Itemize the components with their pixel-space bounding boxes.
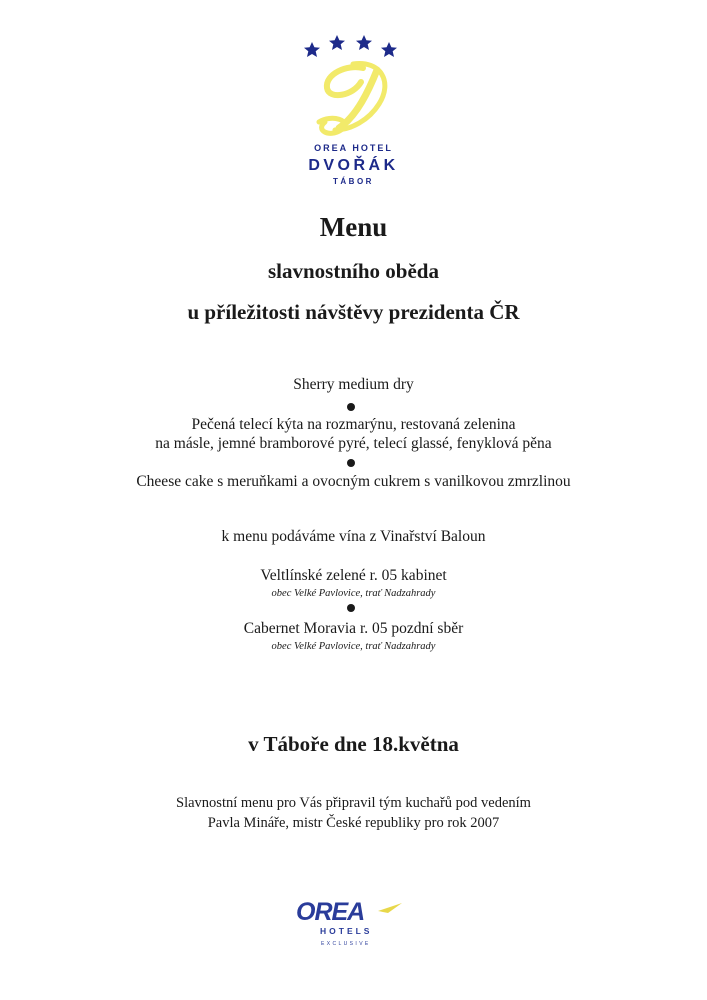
monogram-d-icon — [319, 64, 385, 134]
hotel-name-line1: OREA HOTEL — [314, 143, 393, 153]
star-icon — [356, 35, 372, 50]
brand-sub2: EXCLUSIVE — [321, 941, 371, 947]
hotel-city: TÁBOR — [333, 177, 374, 186]
footer-line1: Slavnostní menu pro Vás připravil tým kuchařů pod vedením — [176, 795, 531, 811]
arrow-accent-icon — [378, 903, 402, 913]
subtitle-line2: u příležitosti návštěvy prezidenta ČR — [187, 300, 520, 324]
bullet-separator — [347, 604, 355, 612]
menu-dessert: Cheese cake s meruňkami a ovocným cukrem s vanilkovou zmrzlinou — [136, 473, 571, 490]
brand-name: OREA — [296, 898, 365, 926]
wine-1: Veltlínské zelené r. 05 kabinet — [260, 567, 447, 584]
menu-main-line1: Pečená telecí kýta na rozmarýnu, restovaná zelenina — [191, 416, 516, 433]
star-icon — [381, 42, 397, 57]
star-icons — [304, 35, 397, 57]
brand-sub: HOTELS — [320, 926, 373, 936]
menu-main-line2: na másle, jemné bramborové pyré, telecí glassé, fenyklová pěna — [155, 435, 552, 452]
place-date: v Táboře dne 18.května — [248, 732, 459, 756]
wine-1-origin: obec Velké Pavlovice, trať Nadzahrady — [271, 588, 436, 599]
subtitle-line1: slavnostního oběda — [268, 259, 439, 283]
star-icon — [304, 42, 320, 57]
wine-2-origin: obec Velké Pavlovice, trať Nadzahrady — [271, 641, 436, 652]
wine-2: Cabernet Moravia r. 05 pozdní sběr — [243, 620, 464, 637]
orea-hotels-logo — [290, 893, 420, 953]
footer-line2: Pavla Mináře, mistr České republiky pro rok 2007 — [207, 815, 500, 831]
wine-intro: k menu podáváme vína z Vinařství Baloun — [221, 528, 486, 545]
hotel-name-line2: DVOŘÁK — [308, 157, 399, 174]
page-title: Menu — [319, 212, 388, 242]
bullet-separator — [347, 403, 355, 411]
star-icon — [329, 35, 345, 50]
bullet-separator — [347, 459, 355, 467]
hotel-monogram-logo — [295, 30, 412, 140]
menu-aperitif: Sherry medium dry — [293, 376, 414, 393]
orea-brand-logo — [290, 893, 420, 953]
hotel-logo — [0, 30, 707, 190]
